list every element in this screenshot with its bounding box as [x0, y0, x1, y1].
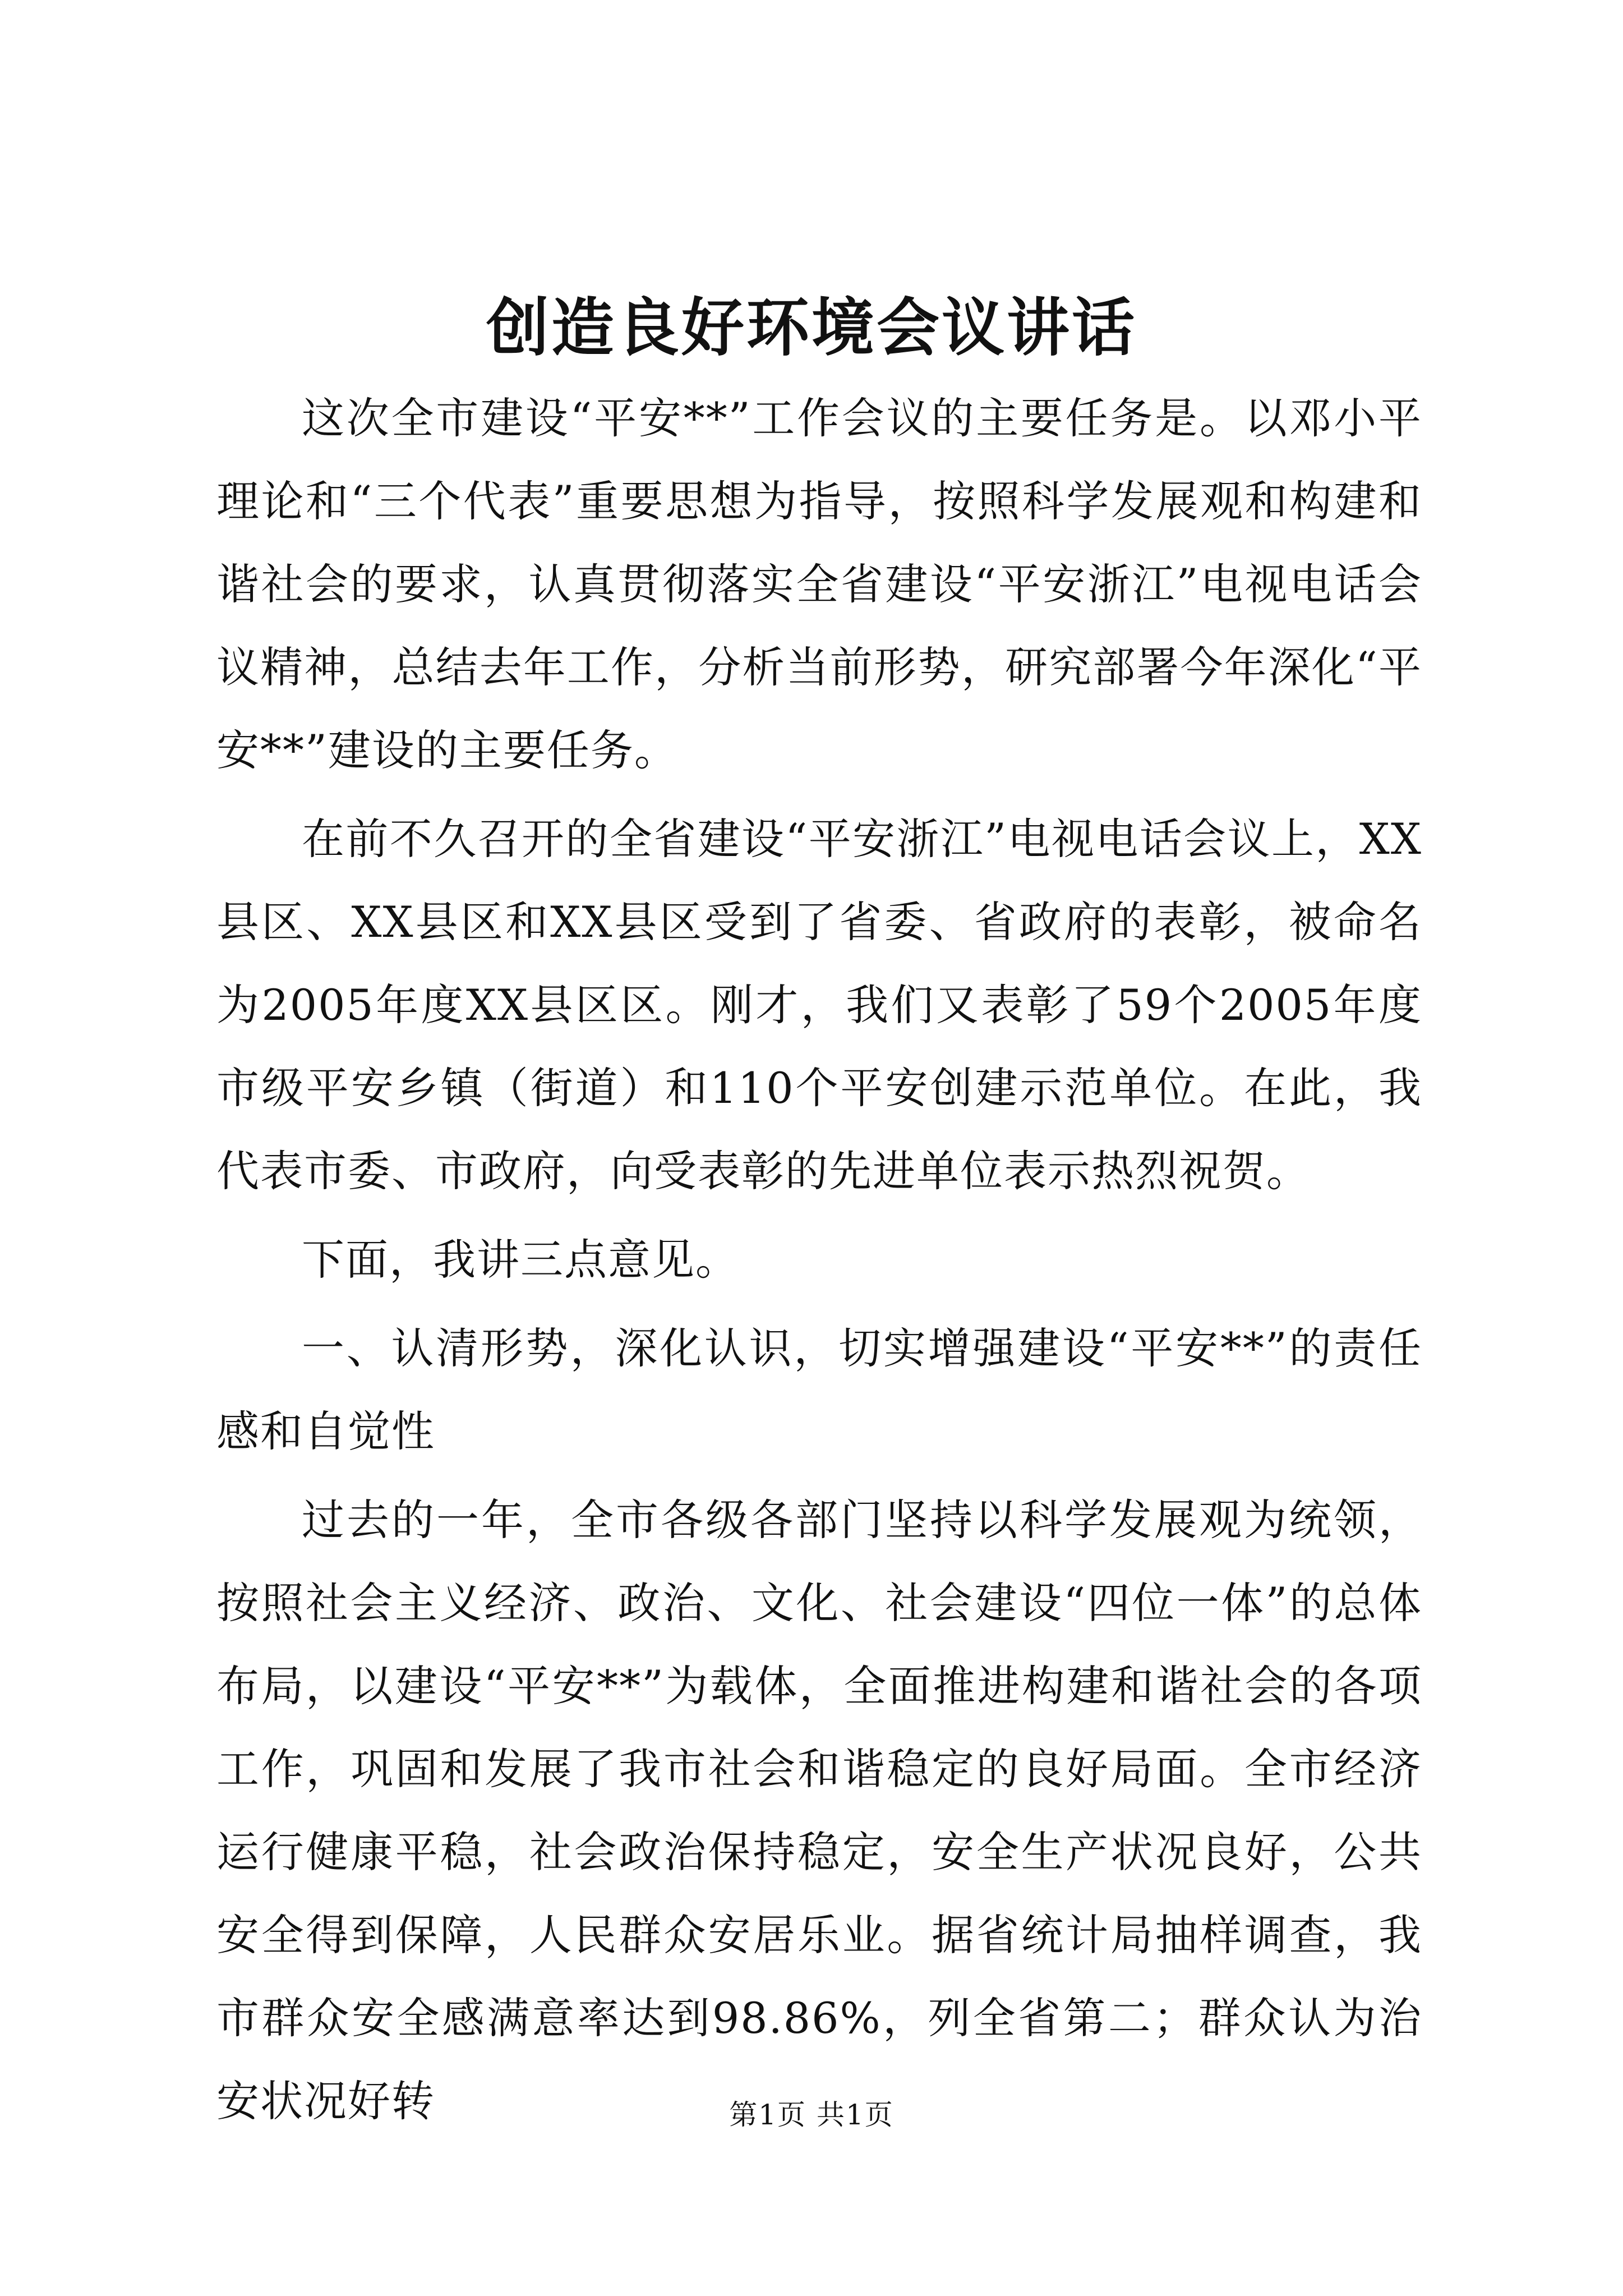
paragraph-5: 过去的一年，全市各级各部门坚持以科学发展观为统领，按照社会主义经济、政治、文化、社会建设“四位一体”的总体布局，以建设“平安**”为载体，全面推进构建和谐社会的各项工作，巩固和发展了我市社会和谐稳定的良好局面。全市经济运行健康平稳，社会政治保持稳定，安全生产状况良好，公共安全得到保障，人民群众安居乐业。据省统计局抽样调查，我市群众安全感满意率达到98.86%，列全省第二；群众认为治安状况好转	[216, 1495, 1422, 2126]
document-title: 创造良好环境会议讲话	[486, 291, 1137, 365]
section-heading-1: 一、认清形势，深化认识，切实增强建设“平安**”的责任感和自觉性	[216, 1323, 1422, 1456]
paragraph-2: 在前不久召开的全省建设“平安浙江”电视电话会议上，XX县区、XX县区和XX县区受到了省委、省政府的表彰，被命名为2005年度XX县区区。刚才，我们又表彰了59个2005年度市级平安乡镇（街道）和110个平安创建示范单位。在此，我代表市委、市政府，向受表彰的先进单位表示热烈祝贺。	[216, 814, 1422, 1196]
page-footer: 第1页 共1页	[729, 2099, 894, 2131]
paragraph-1: 这次全市建设“平安**”工作会议的主要任务是。以邓小平理论和“三个代表”重要思想为指导，按照科学发展观和构建和谐社会的要求，认真贯彻落实全省建设“平安浙江”电视电话会议精神，总结去年工作，分析当前形势，研究部署今年深化“平安**”建设的主要任务。	[216, 393, 1422, 775]
paragraph-3: 下面，我讲三点意见。	[302, 1235, 739, 1285]
document-body	[216, 377, 1422, 2148]
